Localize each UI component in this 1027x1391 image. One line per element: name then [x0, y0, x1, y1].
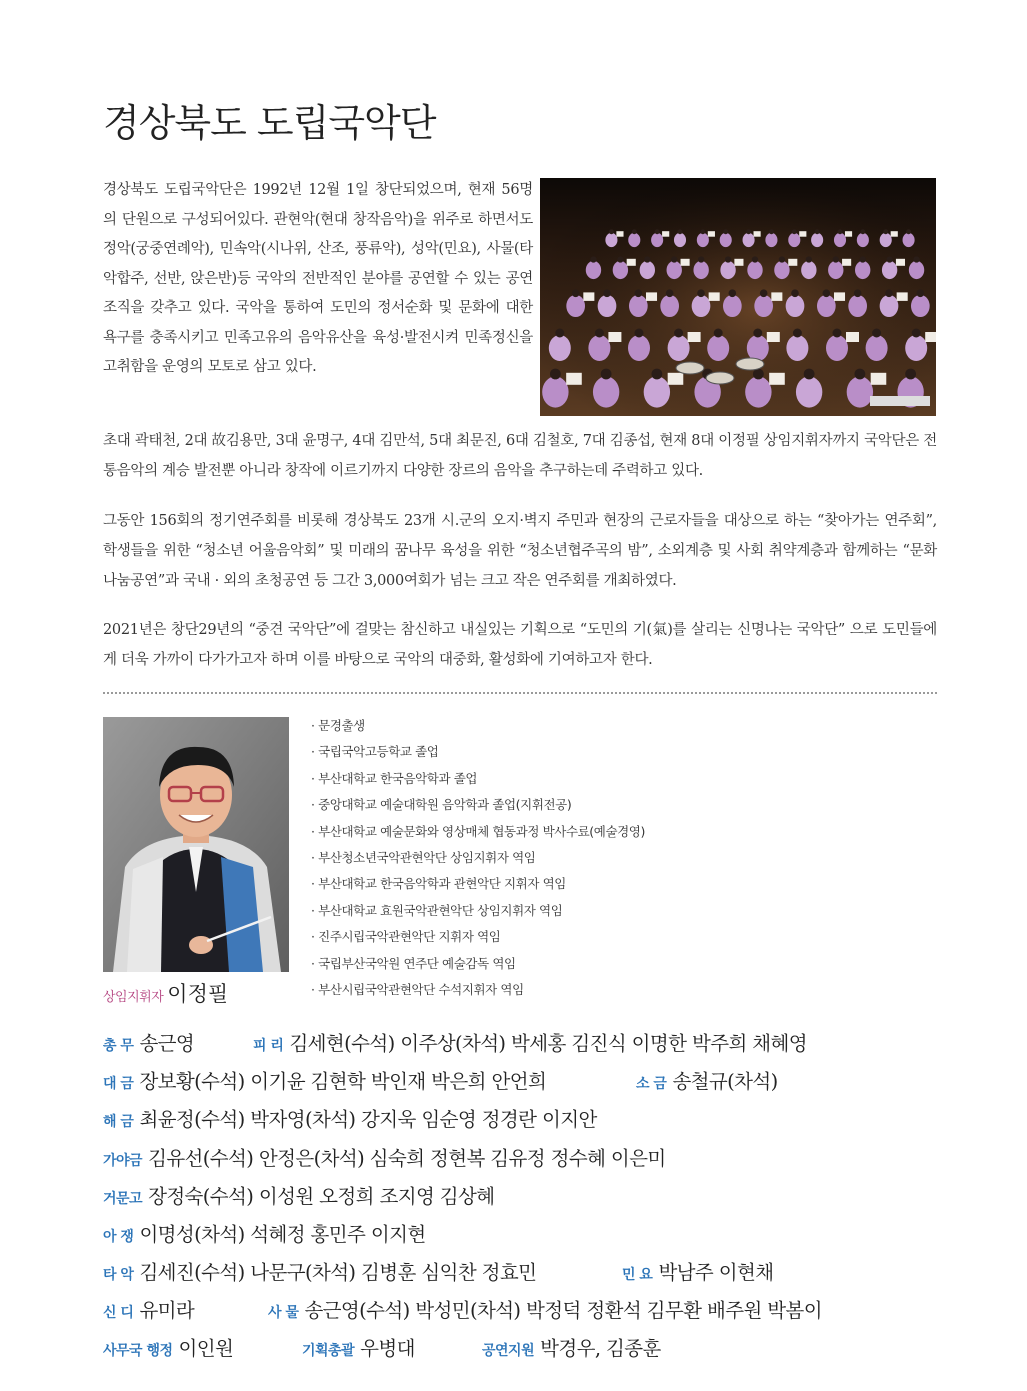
conductor-portrait	[103, 717, 289, 972]
conductor-caption	[103, 978, 228, 1008]
member-group-ajaeng	[103, 1219, 426, 1247]
member-label: 사 물	[268, 1305, 299, 1321]
member-group-support	[482, 1333, 661, 1361]
member-group-admin	[103, 1333, 233, 1361]
conductor-career-list	[311, 713, 645, 1003]
member-label: 대 금	[103, 1076, 134, 1092]
member-names: 김세현(수석) 이주상(차석) 박세홍 김진식 이명한 박주희 채혜영	[289, 1032, 807, 1055]
member-group-piri	[253, 1028, 807, 1056]
member-names: 박남주 이현채	[658, 1261, 774, 1284]
member-names: 장정숙(수석) 이성원 오정희 조지영 김상혜	[148, 1185, 495, 1208]
history-paragraph: 초대 곽태천, 2대 故김용만, 3대 윤명구, 4대 김만석, 5대 최문진, 6대 김철호, 7대 김종섭, 현재 8대 이정필 상임지휘자까지 국악단은 전통음악의 계승 발전뿐 아니라 창작에 이르기까지 다양한 장르의 음악을 추구하는데 주력하고 있다.	[103, 433, 937, 479]
member-label: 피 리	[253, 1038, 284, 1054]
member-names: 송근영(수석) 박성민(차석) 박정덕 정환석 김무환 배주원 박봄이	[304, 1299, 822, 1322]
career-item: · 국립국악고등학교 졸업	[311, 739, 645, 765]
performances-paragraph: 그동안 156회의 정기연주회를 비롯해 경상북도 23개 시.군의 오지·벽지 주민과 현장의 근로자들을 대상으로 하는 “찾아가는 연주회”, 학생들을 위한 “청소년 어울음악회” 및 미래의 꿈나무 육성을 위한 “청소년협주곡의 밤”, 소외계층 및 사회 취약계층과 함께하는 “문화 나눔공연”과 국내 · 외의 초청공연 등 그간 3,000여회가 넘는 크고 작은 연주회를 개최하였다.	[103, 513, 937, 589]
member-label: 타 악	[103, 1267, 134, 1283]
orchestra-photo	[540, 178, 936, 416]
member-names: 송근영	[139, 1032, 195, 1055]
career-item: · 부산청소년국악관현악단 상임지휘자 역임	[311, 845, 645, 871]
member-names: 이명성(차석) 석혜정 홍민주 이지현	[139, 1223, 426, 1246]
conductor-role: 상임지휘자	[103, 990, 164, 1005]
member-label: 민 요	[622, 1267, 653, 1283]
career-item: · 문경출생	[311, 713, 645, 739]
career-item: · 부산대학교 한국음악학과 졸업	[311, 766, 645, 792]
member-names: 김세진(수석) 나문구(차석) 김병훈 심익찬 정효민	[139, 1261, 537, 1284]
member-group-sogeum	[636, 1066, 778, 1094]
career-item: · 부산대학교 한국음악학과 관현악단 지휘자 역임	[311, 871, 645, 897]
career-item: · 진주시립국악관현악단 지휘자 역임	[311, 924, 645, 950]
member-group-synth	[103, 1295, 194, 1323]
member-group-geomungo	[103, 1181, 495, 1209]
member-group-haegeum	[103, 1104, 597, 1132]
member-label: 기획총괄	[302, 1343, 355, 1359]
member-label: 가야금	[103, 1153, 143, 1169]
dotted-divider	[103, 692, 937, 694]
member-label: 공연지원	[482, 1343, 535, 1359]
member-names: 우병대	[360, 1337, 415, 1360]
member-names: 김유선(수석) 안정은(차석) 심숙희 정현복 김유정 정수혜 이은미	[148, 1147, 666, 1170]
vision-paragraph: 2021년은 창단29년의 “중견 국악단”에 걸맞는 참신하고 내실있는 기획으로 “도민의 기(氣)를 살리는 신명나는 국악단” 으로 도민들에게 더욱 가까이 다가가고자 하며 이를 바탕으로 국악의 대중화, 활성화에 기여하고자 한다.	[103, 622, 937, 668]
member-group-chongmu	[103, 1028, 194, 1056]
member-group-gayageum	[103, 1143, 666, 1171]
career-item: · 중앙대학교 예술대학원 음악학과 졸업(지휘전공)	[311, 792, 645, 818]
member-names: 최윤정(수석) 박자영(차석) 강지욱 임순영 정경란 이지안	[139, 1108, 597, 1131]
member-label: 아 쟁	[103, 1229, 134, 1245]
member-label: 사무국 행정	[103, 1343, 173, 1359]
member-names: 이인원	[178, 1337, 234, 1360]
member-names: 유미라	[139, 1299, 195, 1322]
member-group-planning	[302, 1333, 415, 1361]
career-item: · 부산대학교 예술문화와 영상매체 협동과정 박사수료(예술경영)	[311, 819, 645, 845]
page-title: 경상북도 도립국악단	[103, 101, 436, 145]
member-names: 박경우, 김종훈	[540, 1337, 661, 1360]
member-label: 총 무	[103, 1038, 134, 1054]
member-group-minyo	[622, 1257, 773, 1285]
career-item: · 부산대학교 효원국악관현악단 상임지휘자 역임	[311, 898, 645, 924]
member-group-samul	[268, 1295, 822, 1323]
member-group-taak	[103, 1257, 536, 1285]
career-item: · 부산시립국악관현악단 수석지휘자 역임	[311, 977, 645, 1003]
intro-paragraph: 경상북도 도립국악단은 1992년 12월 1일 창단되었으며, 현재 56명의 단원으로 구성되어있다. 관현악(현대 창작음악)을 위주로 하면서도 정악(궁중연례악), 민속악(시나위, 산조, 풍류악), 성악(민요), 사물(타악합주, 선반, 앉은반)등 국악의 전반적인 분야를 공연할 수 있는 공연조직을 갖추고 있다. 국악을 통하여 도민의 정서순화 및 문화에 대한 욕구를 충족시키고 민족고유의 음악유산을 육성·발전시켜 민족정신을 고취함을 운영의 모토로 삼고 있다.	[103, 182, 533, 375]
member-label: 신 디	[103, 1305, 134, 1321]
conductor-name: 이정필	[167, 982, 229, 1006]
member-label: 거문고	[103, 1191, 143, 1207]
member-label: 해 금	[103, 1114, 134, 1130]
member-names: 장보황(수석) 이기윤 김현학 박인재 박은희 안언희	[139, 1070, 547, 1093]
member-names: 송철규(차석)	[672, 1070, 778, 1093]
member-group-daegeum	[103, 1066, 546, 1094]
member-label: 소 금	[636, 1076, 667, 1092]
career-item: · 국립부산국악원 연주단 예술감독 역임	[311, 951, 645, 977]
